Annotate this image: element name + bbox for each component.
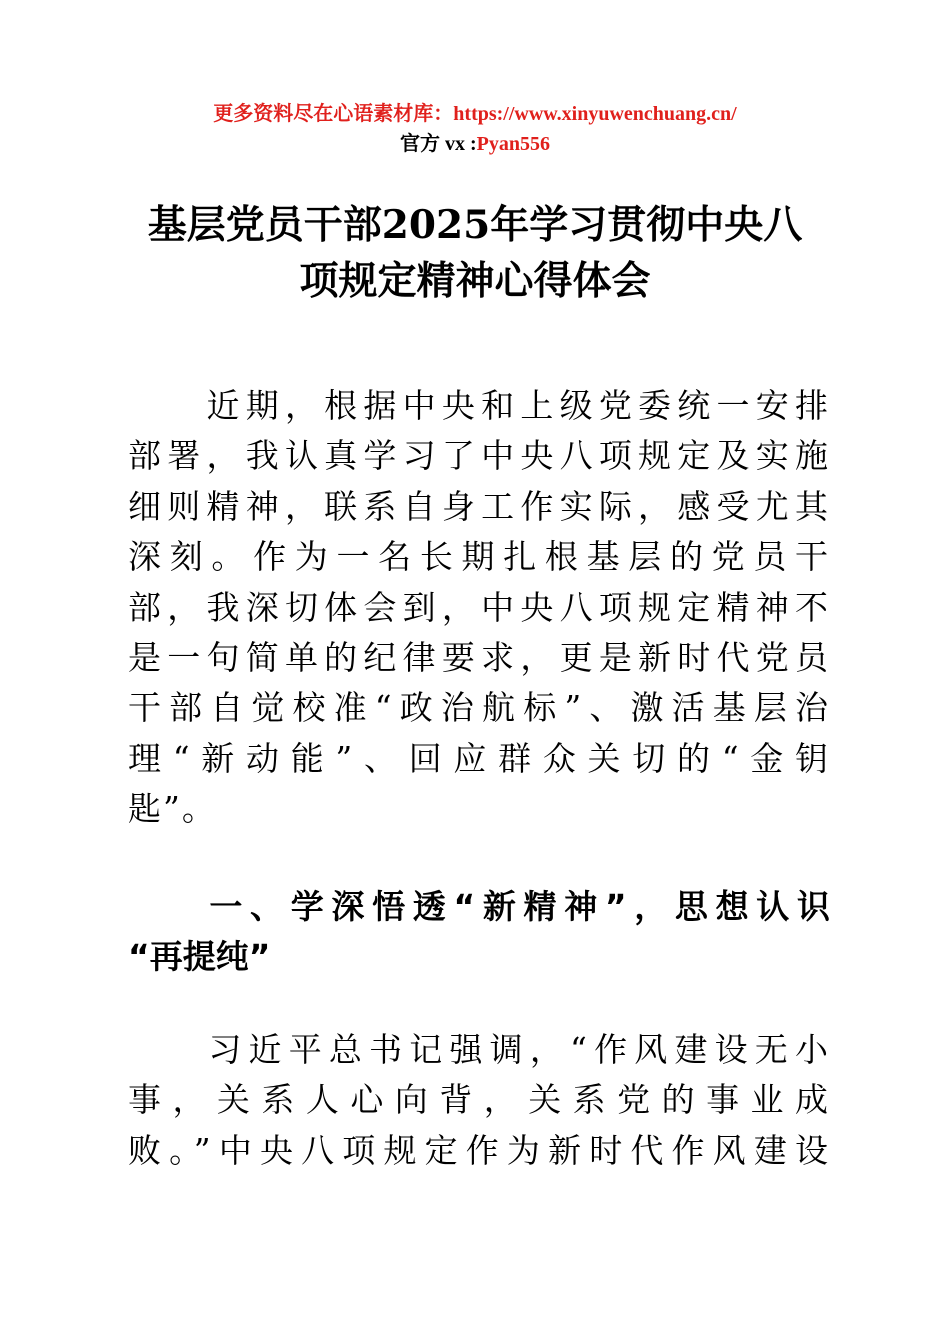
promo-text: 更多资料尽在心语素材库： bbox=[213, 103, 454, 125]
paragraph-line: 深刻。作为一名长期扎根基层的党员干 bbox=[128, 537, 830, 577]
paragraph-section-1 bbox=[128, 1025, 830, 1176]
paragraph-intro bbox=[128, 381, 830, 835]
paragraph-line: 习近平总书记强调，“作风建设无小 bbox=[128, 1030, 830, 1069]
section-heading-1 bbox=[128, 882, 830, 982]
heading-line: “再提纯” bbox=[128, 937, 271, 976]
paragraph-line: 败。”中央八项规定作为新时代作风建设 bbox=[128, 1130, 830, 1170]
paragraph-line: 干部自觉校准“政治航标”、激活基层治 bbox=[128, 688, 830, 728]
paragraph-line: 近期，根据中央和上级党委统一安排 bbox=[128, 386, 830, 425]
paragraph-line: 理“新动能”、回应群众关切的“金钥 bbox=[128, 738, 830, 778]
heading-line: 一、学深悟透“新精神”，思想认识 bbox=[128, 887, 830, 926]
promo-header bbox=[0, 100, 950, 128]
paragraph-line: 匙”。 bbox=[128, 789, 217, 829]
paragraph-line: 部署，我认真学习了中央八项规定及实施 bbox=[128, 436, 830, 476]
wechat-line bbox=[0, 130, 950, 158]
paragraph-line: 事，关系人心向背，关系党的事业成 bbox=[128, 1080, 830, 1120]
paragraph-line: 细则精神，联系自身工作实际，感受尤其 bbox=[128, 486, 830, 526]
document-title-line-2: 项规定精神心得体会 bbox=[299, 258, 651, 304]
paragraph-line: 部，我深切体会到，中央八项规定精神不 bbox=[128, 587, 830, 627]
document-title-line-1: 基层党员干部2025年学习贯彻中央八 bbox=[147, 202, 803, 248]
paragraph-line: 是一句简单的纪律要求，更是新时代党员 bbox=[128, 637, 830, 677]
wechat-label: 官方 vx : bbox=[399, 133, 477, 155]
wechat-id: Pyan556 bbox=[476, 133, 550, 155]
promo-link[interactable]: https://www.xinyuwenchuang.cn/ bbox=[453, 103, 737, 125]
